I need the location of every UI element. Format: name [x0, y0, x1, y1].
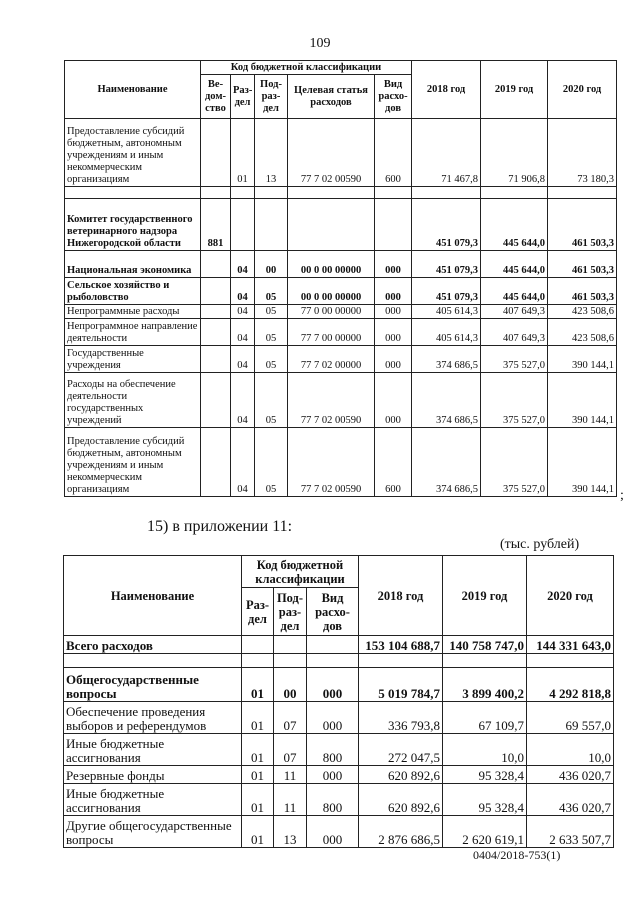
cell-razdel: 01: [242, 766, 274, 784]
cell-razdel: [231, 199, 255, 251]
cell-vid: 000: [307, 668, 359, 702]
cell-razdel: 01: [242, 668, 274, 702]
cell-vid: 600: [375, 428, 412, 497]
header-vid-raskhodov: Вид расхо-дов: [307, 588, 359, 636]
header-razdel: Раз-дел: [231, 75, 255, 119]
row-name: Комитет государственного ветеринарного надзора Нижегородской области: [65, 199, 201, 251]
header-tselevaya-statya: Целевая статья расходов: [288, 75, 375, 119]
cell-2018: 272 047,5: [359, 734, 443, 766]
cell-2018: 374 686,5: [412, 373, 481, 428]
header-podrazdel: Под-раз-дел: [255, 75, 288, 119]
row-name: Общегосударственные вопросы: [64, 668, 242, 702]
cell-2019: 375 527,0: [481, 346, 548, 373]
cell-2018: 153 104 688,7: [359, 636, 443, 654]
spacer-row: [65, 187, 617, 199]
table-row: [65, 319, 617, 346]
cell-2019: 2 620 619,1: [443, 816, 527, 848]
cell-vedomstvo: [201, 346, 231, 373]
row-name: Непрограммное направление деятельности: [65, 319, 201, 346]
cell-vedomstvo: [201, 278, 231, 305]
cell-podrazdel: [274, 636, 307, 654]
cell-tselevaya-statya: 77 7 02 00590: [288, 428, 375, 497]
cell-vedomstvo: [201, 428, 231, 497]
cell-vid: 000: [307, 702, 359, 734]
cell-2018: 374 686,5: [412, 428, 481, 497]
cell-tselevaya-statya: 77 7 02 00590: [288, 373, 375, 428]
cell-vedomstvo: [201, 373, 231, 428]
cell-2019: 407 649,3: [481, 319, 548, 346]
cell-podrazdel: 13: [274, 816, 307, 848]
table-row: [65, 373, 617, 428]
cell-vid: 600: [375, 119, 412, 187]
cell-2018: 336 793,8: [359, 702, 443, 734]
header-classification-group: Код бюджетной классификации: [201, 61, 412, 75]
document-code: 0404/2018-753(1): [473, 848, 561, 862]
cell-vid: 000: [375, 346, 412, 373]
row-name: Непрограммные расходы: [65, 305, 201, 319]
cell-2020: 4 292 818,8: [527, 668, 614, 702]
cell-2019: 140 758 747,0: [443, 636, 527, 654]
cell-2018: 451 079,3: [412, 278, 481, 305]
cell-vid: [307, 636, 359, 654]
cell-vid: 000: [307, 766, 359, 784]
cell-2020: 390 144,1: [548, 373, 617, 428]
budget-table-sections: [63, 555, 614, 848]
header-classification-group: Код бюджетной классификации: [242, 556, 359, 588]
cell-podrazdel: 11: [274, 784, 307, 816]
cell-podrazdel: 13: [255, 119, 288, 187]
table-row: [64, 816, 614, 848]
cell-vedomstvo: 881: [201, 199, 231, 251]
cell-2020: 390 144,1: [548, 428, 617, 497]
budget-table-departmental: [64, 60, 617, 497]
table-row: [64, 734, 614, 766]
cell-vid: 000: [375, 373, 412, 428]
table-row: [65, 278, 617, 305]
cell-vid: [375, 199, 412, 251]
cell-2018: 2 876 686,5: [359, 816, 443, 848]
cell-vedomstvo: [201, 319, 231, 346]
cell-2020: 2 633 507,7: [527, 816, 614, 848]
cell-tselevaya-statya: 00 0 00 00000: [288, 251, 375, 278]
cell-vid: 800: [307, 784, 359, 816]
trailing-semicolon: ;: [620, 488, 624, 503]
cell-2020: 461 503,3: [548, 278, 617, 305]
table-row: [64, 766, 614, 784]
cell-2019: 95 328,4: [443, 766, 527, 784]
row-name: Иные бюджетные ассигнования: [64, 734, 242, 766]
header-2020: 2020 год: [527, 556, 614, 636]
row-name: Иные бюджетные ассигнования: [64, 784, 242, 816]
cell-vid: 000: [375, 319, 412, 346]
header-2019: 2019 год: [443, 556, 527, 636]
section-heading: 15) в приложении 11:: [147, 518, 293, 535]
units-note: (тыс. рублей): [500, 537, 580, 552]
cell-2018: 405 614,3: [412, 319, 481, 346]
table-row: [65, 305, 617, 319]
cell-razdel: 04: [231, 428, 255, 497]
cell-2020: 423 508,6: [548, 319, 617, 346]
header-podrazdel: Под-раз-дел: [274, 588, 307, 636]
cell-podrazdel: 05: [255, 428, 288, 497]
table-row: [64, 784, 614, 816]
cell-razdel: 01: [242, 784, 274, 816]
cell-2018: 451 079,3: [412, 251, 481, 278]
table-row: [65, 119, 617, 187]
cell-2020: 390 144,1: [548, 346, 617, 373]
cell-razdel: 01: [242, 734, 274, 766]
table-row: [65, 428, 617, 497]
cell-tselevaya-statya: 77 7 02 00590: [288, 119, 375, 187]
header-name: Наименование: [64, 556, 242, 636]
header-2018: 2018 год: [359, 556, 443, 636]
cell-razdel: 04: [231, 373, 255, 428]
row-name: Государственные учреждения: [65, 346, 201, 373]
row-name: Всего расходов: [64, 636, 242, 654]
cell-2019: 10,0: [443, 734, 527, 766]
table-row: [64, 702, 614, 734]
cell-2020: 436 020,7: [527, 784, 614, 816]
table-row: [64, 668, 614, 702]
row-name: Предоставление субсидий бюджетным, автономным учреждениям и иным некоммерческим организациям: [65, 428, 201, 497]
row-name: Резервные фонды: [64, 766, 242, 784]
cell-2019: 445 644,0: [481, 251, 548, 278]
cell-2018: 620 892,6: [359, 784, 443, 816]
cell-razdel: 01: [231, 119, 255, 187]
cell-2020: 436 020,7: [527, 766, 614, 784]
page-number: 109: [309, 36, 331, 51]
cell-razdel: 01: [242, 702, 274, 734]
table-row: [65, 251, 617, 278]
header-name: Наименование: [65, 61, 201, 119]
cell-2019: 3 899 400,2: [443, 668, 527, 702]
cell-2018: 5 019 784,7: [359, 668, 443, 702]
cell-vid: 000: [375, 251, 412, 278]
cell-razdel: 01: [242, 816, 274, 848]
cell-vid: 000: [307, 816, 359, 848]
cell-2019: 375 527,0: [481, 428, 548, 497]
cell-2019: 67 109,7: [443, 702, 527, 734]
cell-vedomstvo: [201, 251, 231, 278]
cell-2018: 405 614,3: [412, 305, 481, 319]
table-row: [65, 346, 617, 373]
cell-tselevaya-statya: 00 0 00 00000: [288, 278, 375, 305]
cell-2018: 620 892,6: [359, 766, 443, 784]
cell-vid: 800: [307, 734, 359, 766]
row-name: Другие общегосударственные вопросы: [64, 816, 242, 848]
cell-vid: 000: [375, 278, 412, 305]
row-name: Национальная экономика: [65, 251, 201, 278]
cell-podrazdel: 00: [255, 251, 288, 278]
cell-2018: 374 686,5: [412, 346, 481, 373]
cell-tselevaya-statya: 77 7 02 00000: [288, 346, 375, 373]
cell-vedomstvo: [201, 305, 231, 319]
cell-razdel: 04: [231, 346, 255, 373]
cell-razdel: [242, 636, 274, 654]
header-vedomstvo: Ве-дом-ство: [201, 75, 231, 119]
cell-razdel: 04: [231, 305, 255, 319]
header-2020: 2020 год: [548, 61, 617, 119]
header-2019: 2019 год: [481, 61, 548, 119]
cell-2020: 461 503,3: [548, 251, 617, 278]
cell-2019: 407 649,3: [481, 305, 548, 319]
cell-2020: 144 331 643,0: [527, 636, 614, 654]
cell-razdel: 04: [231, 319, 255, 346]
cell-tselevaya-statya: [288, 199, 375, 251]
row-name: Обеспечение проведения выборов и референдумов: [64, 702, 242, 734]
row-name: Предоставление субсидий бюджетным, автономным учреждениям и иным некоммерческим организациям: [65, 119, 201, 187]
cell-2020: 10,0: [527, 734, 614, 766]
cell-2019: 95 328,4: [443, 784, 527, 816]
cell-podrazdel: 07: [274, 734, 307, 766]
cell-podrazdel: 05: [255, 319, 288, 346]
cell-podrazdel: [255, 199, 288, 251]
row-name: Расходы на обеспечение деятельности государственных учреждений: [65, 373, 201, 428]
spacer-row: [64, 654, 614, 668]
cell-vedomstvo: [201, 119, 231, 187]
cell-2020: 73 180,3: [548, 119, 617, 187]
cell-vid: 000: [375, 305, 412, 319]
cell-podrazdel: 07: [274, 702, 307, 734]
row-name: Сельское хозяйство и рыболовство: [65, 278, 201, 305]
cell-2019: 71 906,8: [481, 119, 548, 187]
cell-2019: 445 644,0: [481, 199, 548, 251]
cell-tselevaya-statya: 77 0 00 00000: [288, 305, 375, 319]
cell-tselevaya-statya: 77 7 00 00000: [288, 319, 375, 346]
table-row: [64, 636, 614, 654]
table-row: [65, 199, 617, 251]
cell-2020: 69 557,0: [527, 702, 614, 734]
cell-podrazdel: 05: [255, 346, 288, 373]
cell-2019: 375 527,0: [481, 373, 548, 428]
cell-podrazdel: 11: [274, 766, 307, 784]
cell-podrazdel: 05: [255, 278, 288, 305]
cell-razdel: 04: [231, 278, 255, 305]
cell-2018: 451 079,3: [412, 199, 481, 251]
cell-2020: 461 503,3: [548, 199, 617, 251]
cell-podrazdel: 05: [255, 305, 288, 319]
cell-2019: 445 644,0: [481, 278, 548, 305]
cell-2018: 71 467,8: [412, 119, 481, 187]
cell-razdel: 04: [231, 251, 255, 278]
header-razdel: Раз-дел: [242, 588, 274, 636]
header-2018: 2018 год: [412, 61, 481, 119]
header-vid-raskhodov: Вид расхо-дов: [375, 75, 412, 119]
cell-2020: 423 508,6: [548, 305, 617, 319]
cell-podrazdel: 05: [255, 373, 288, 428]
cell-podrazdel: 00: [274, 668, 307, 702]
